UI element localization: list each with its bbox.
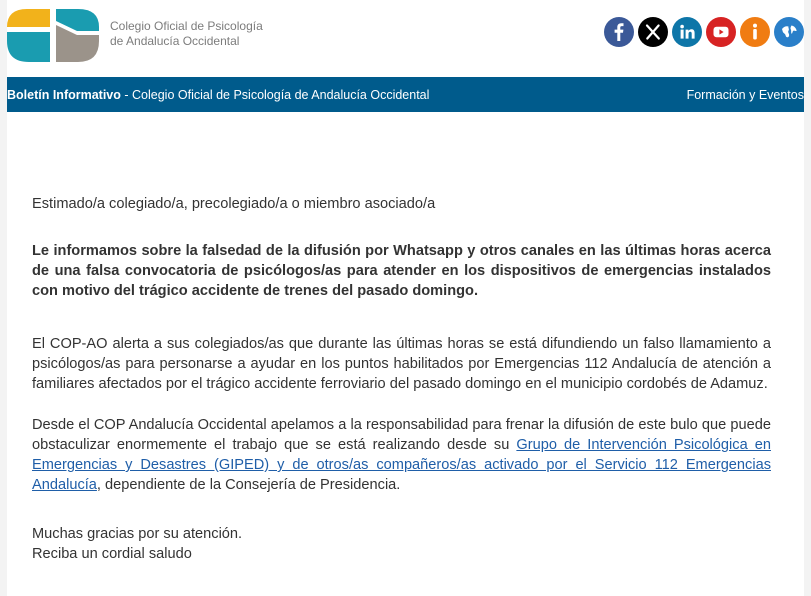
paragraph-alert: El COP-AO alerta a sus colegiados/as que durante las últimas horas se está difundiendo un falso llamamiento a psicólogos/as para personarse a ayudar en los puntos habilitados por Emergencias 112 Andalucía de atención a familiares afectados por el trágico accidente ferroviario del pasado domingo en el municipio cordobés de Adamuz.: [32, 336, 771, 392]
greeting: Estimado/a colegiado/a, precolegiado/a o miembro asociado/a: [32, 196, 436, 212]
bulletin-title: [7, 88, 429, 102]
bulletin-title-rest: - Colegio Oficial de Psicología de Andalucía Occidental: [120, 88, 430, 102]
info-icon[interactable]: [740, 17, 770, 47]
header: [7, 0, 804, 77]
bulletin-title-bold: Boletín Informativo: [7, 88, 121, 102]
org-name-line2: de Andalucía Occidental: [110, 34, 240, 48]
x-icon[interactable]: [638, 17, 668, 47]
linkedin-icon[interactable]: [672, 17, 702, 47]
youtube-icon[interactable]: [706, 17, 736, 47]
paragraph-appeal-start: Desde el COP Andalucía Occidental apelamos a la responsabilidad para frenar la difusión de este bulo que puede obstaculizar enormemente el trabajo que se está realizando desde su: [32, 417, 771, 453]
paragraph-appeal-end: , dependiente de la Consejería de Presidencia.: [96, 477, 401, 493]
cop-logo[interactable]: [7, 5, 99, 62]
formacion-eventos-link[interactable]: Formación y Eventos: [686, 88, 804, 102]
org-name-line1: Colegio Oficial de Psicología: [110, 19, 263, 33]
paragraph-appeal: [32, 415, 771, 495]
social-links: [604, 17, 804, 47]
globe-icon[interactable]: [774, 17, 804, 47]
email-body: [7, 0, 804, 596]
closing-regards: Reciba un cordial saludo: [32, 546, 192, 562]
lead-paragraph: Le informamos sobre la falsedad de la difusión por Whatsapp y otros canales en las últimas horas acerca de una falsa convocatoria de psicólogos/as para atender en los dispositivos de emergencias instalados con motivo del trágico accidente de trenes del pasado domingo.: [32, 243, 771, 299]
facebook-icon[interactable]: [604, 17, 634, 47]
giped-link[interactable]: Grupo de Intervención Psicológica en Emergencias y Desastres (GIPED) y de otros/as compañeros/as activado por el Servicio 112 Emergencias Andalucía: [32, 437, 771, 493]
closing-thanks: Muchas gracias por su atención.: [32, 526, 243, 542]
nav-bar: [7, 77, 804, 112]
organization-name: [110, 19, 263, 49]
message-content: [32, 194, 771, 564]
